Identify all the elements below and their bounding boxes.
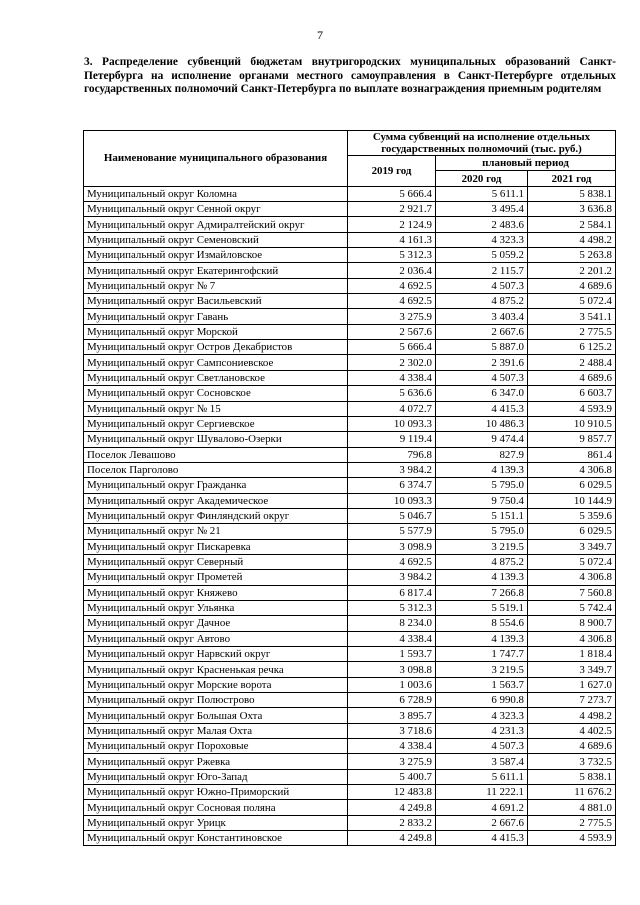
value-2021: 10 144.9: [528, 493, 616, 508]
table-row: [84, 616, 616, 631]
municipality-name: Муниципальный округ Княжево: [84, 585, 348, 600]
header-2020: 2020 год: [436, 171, 528, 186]
value-2019: 3 098.9: [348, 539, 436, 554]
value-2021: 861.4: [528, 447, 616, 462]
value-2021: 7 273.7: [528, 693, 616, 708]
value-2021: 5 263.8: [528, 248, 616, 263]
value-2019: 3 098.8: [348, 662, 436, 677]
value-2021: 5 072.4: [528, 294, 616, 309]
value-2020: 4 323.3: [436, 232, 528, 247]
municipality-name: Муниципальный округ Сампсониевское: [84, 355, 348, 370]
value-2019: 4 338.4: [348, 370, 436, 385]
municipality-name: Муниципальный округ № 15: [84, 401, 348, 416]
value-2021: 4 593.9: [528, 401, 616, 416]
municipality-name: Муниципальный округ Северный: [84, 554, 348, 569]
value-2020: 6 347.0: [436, 386, 528, 401]
table-row: [84, 324, 616, 339]
section-heading: 3. Распределение субвенций бюджетам внутригородских муниципальных образований Санкт-Петербурга на исполнение органами местного самоуправления в Санкт-Петербурге отдельных государственных полномочий Санкт-Петербурга по выплате вознаграждения приемным родителям: [84, 56, 616, 96]
value-2019: 5 666.4: [348, 186, 436, 201]
value-2019: 8 234.0: [348, 616, 436, 631]
municipality-name: Муниципальный округ Прометей: [84, 570, 348, 585]
value-2021: 6 029.5: [528, 524, 616, 539]
municipality-name: Муниципальный округ Красненькая речка: [84, 662, 348, 677]
value-2019: 2 921.7: [348, 202, 436, 217]
value-2021: 2 584.1: [528, 217, 616, 232]
value-2020: 10 486.3: [436, 416, 528, 431]
municipality-name: Муниципальный округ Константиновское: [84, 831, 348, 846]
value-2020: 5 519.1: [436, 600, 528, 615]
table-row: [84, 662, 616, 677]
table-row: [84, 570, 616, 585]
value-2019: 2 302.0: [348, 355, 436, 370]
value-2020: 3 587.4: [436, 754, 528, 769]
value-2020: 1 563.7: [436, 677, 528, 692]
value-2019: 6 728.9: [348, 693, 436, 708]
table-row: [84, 600, 616, 615]
municipality-name: Муниципальный округ Большая Охта: [84, 708, 348, 723]
value-2019: 5 666.4: [348, 340, 436, 355]
value-2021: 7 560.8: [528, 585, 616, 600]
municipality-name: Муниципальный округ Автово: [84, 631, 348, 646]
value-2021: 3 732.5: [528, 754, 616, 769]
value-2020: 4 507.3: [436, 278, 528, 293]
subsidy-table: [83, 130, 616, 846]
municipality-name: Муниципальный округ Дачное: [84, 616, 348, 631]
municipality-name: Поселок Парголово: [84, 462, 348, 477]
municipality-name: Муниципальный округ Пискаревка: [84, 539, 348, 554]
municipality-name: Муниципальный округ Васильевский: [84, 294, 348, 309]
value-2021: 1 818.4: [528, 647, 616, 662]
value-2020: 4 507.3: [436, 370, 528, 385]
value-2020: 4 139.3: [436, 631, 528, 646]
table-row: [84, 647, 616, 662]
value-2020: 9 474.4: [436, 432, 528, 447]
header-row-1: [84, 131, 616, 156]
municipality-name: Муниципальный округ Полюстрово: [84, 693, 348, 708]
table-row: [84, 693, 616, 708]
value-2021: 2 201.2: [528, 263, 616, 278]
value-2020: 4 231.3: [436, 723, 528, 738]
value-2019: 5 400.7: [348, 769, 436, 784]
municipality-name: Муниципальный округ Нарвский округ: [84, 647, 348, 662]
value-2021: 5 838.1: [528, 186, 616, 201]
table-row: [84, 432, 616, 447]
value-2019: 5 046.7: [348, 508, 436, 523]
value-2020: 3 403.4: [436, 309, 528, 324]
value-2019: 5 312.3: [348, 248, 436, 263]
municipality-name: Муниципальный округ Морские ворота: [84, 677, 348, 692]
value-2021: 4 498.2: [528, 708, 616, 723]
value-2020: 4 875.2: [436, 294, 528, 309]
municipality-name: Муниципальный округ Адмиралтейский округ: [84, 217, 348, 232]
table-row: [84, 278, 616, 293]
value-2019: 796.8: [348, 447, 436, 462]
table-row: [84, 585, 616, 600]
table-row: [84, 186, 616, 201]
value-2019: 2 124.9: [348, 217, 436, 232]
municipality-name: Муниципальный округ Светлановское: [84, 370, 348, 385]
municipality-name: Муниципальный округ Ржевка: [84, 754, 348, 769]
value-2021: 4 689.6: [528, 739, 616, 754]
value-2020: 2 667.6: [436, 815, 528, 830]
header-sum: Сумма субвенций на исполнение отдельных государственных полномочий (тыс. руб.): [348, 131, 616, 156]
municipality-name: Муниципальный округ Коломна: [84, 186, 348, 201]
value-2021: 8 900.7: [528, 616, 616, 631]
table-row: [84, 340, 616, 355]
municipality-name: Муниципальный округ Морской: [84, 324, 348, 339]
value-2019: 3 895.7: [348, 708, 436, 723]
table-row: [84, 508, 616, 523]
value-2019: 9 119.4: [348, 432, 436, 447]
value-2020: 2 391.6: [436, 355, 528, 370]
value-2019: 6 374.7: [348, 478, 436, 493]
municipality-name: Поселок Левашово: [84, 447, 348, 462]
table-row: [84, 294, 616, 309]
value-2020: 2 667.6: [436, 324, 528, 339]
table-row: [84, 462, 616, 477]
municipality-name: Муниципальный округ Сенной округ: [84, 202, 348, 217]
value-2021: 5 072.4: [528, 554, 616, 569]
table-row: [84, 493, 616, 508]
table-row: [84, 370, 616, 385]
value-2020: 2 483.6: [436, 217, 528, 232]
value-2019: 4 338.4: [348, 739, 436, 754]
value-2019: 1 593.7: [348, 647, 436, 662]
value-2019: 5 577.9: [348, 524, 436, 539]
table-row: [84, 539, 616, 554]
value-2020: 4 415.3: [436, 831, 528, 846]
municipality-name: Муниципальный округ Академическое: [84, 493, 348, 508]
value-2021: 4 306.8: [528, 631, 616, 646]
table-row: [84, 416, 616, 431]
value-2020: 8 554.6: [436, 616, 528, 631]
municipality-name: Муниципальный округ Ульянка: [84, 600, 348, 615]
municipality-name: Муниципальный округ Семеновский: [84, 232, 348, 247]
municipality-name: Муниципальный округ Малая Охта: [84, 723, 348, 738]
table-row: [84, 401, 616, 416]
value-2020: 827.9: [436, 447, 528, 462]
header-2019: 2019 год: [348, 156, 436, 187]
table-row: [84, 785, 616, 800]
municipality-name: Муниципальный округ Остров Декабристов: [84, 340, 348, 355]
table-row: [84, 815, 616, 830]
value-2021: 4 881.0: [528, 800, 616, 815]
value-2019: 6 817.4: [348, 585, 436, 600]
municipality-name: Муниципальный округ Шувалово-Озерки: [84, 432, 348, 447]
value-2021: 11 676.2: [528, 785, 616, 800]
value-2021: 6 125.2: [528, 340, 616, 355]
value-2021: 2 488.4: [528, 355, 616, 370]
value-2019: 3 984.2: [348, 570, 436, 585]
value-2019: 5 312.3: [348, 600, 436, 615]
value-2021: 5 838.1: [528, 769, 616, 784]
municipality-name: Муниципальный округ Пороховые: [84, 739, 348, 754]
table-row: [84, 677, 616, 692]
value-2019: 10 093.3: [348, 416, 436, 431]
value-2020: 1 747.7: [436, 647, 528, 662]
table-row: [84, 248, 616, 263]
municipality-name: Муниципальный округ № 21: [84, 524, 348, 539]
table-row: [84, 739, 616, 754]
value-2019: 3 984.2: [348, 462, 436, 477]
value-2020: 5 611.1: [436, 186, 528, 201]
table-row: [84, 355, 616, 370]
table-row: [84, 232, 616, 247]
table-body: [84, 186, 616, 846]
value-2019: 5 636.6: [348, 386, 436, 401]
value-2019: 4 692.5: [348, 294, 436, 309]
header-planned-period: плановый период: [436, 156, 616, 171]
value-2020: 5 795.0: [436, 478, 528, 493]
value-2020: 4 139.3: [436, 570, 528, 585]
value-2019: 4 249.8: [348, 800, 436, 815]
value-2021: 6 603.7: [528, 386, 616, 401]
value-2020: 2 115.7: [436, 263, 528, 278]
value-2019: 2 567.6: [348, 324, 436, 339]
value-2020: 4 875.2: [436, 554, 528, 569]
value-2020: 3 219.5: [436, 662, 528, 677]
value-2020: 4 139.3: [436, 462, 528, 477]
value-2020: 5 795.0: [436, 524, 528, 539]
value-2021: 9 857.7: [528, 432, 616, 447]
municipality-name: Муниципальный округ Юго-Запад: [84, 769, 348, 784]
table-row: [84, 754, 616, 769]
value-2019: 4 249.8: [348, 831, 436, 846]
value-2021: 4 498.2: [528, 232, 616, 247]
value-2021: 5 359.6: [528, 508, 616, 523]
value-2020: 4 323.3: [436, 708, 528, 723]
value-2021: 6 029.5: [528, 478, 616, 493]
table-row: [84, 631, 616, 646]
municipality-name: Муниципальный округ Финляндский округ: [84, 508, 348, 523]
value-2020: 9 750.4: [436, 493, 528, 508]
value-2019: 4 338.4: [348, 631, 436, 646]
table-row: [84, 309, 616, 324]
value-2019: 2 833.2: [348, 815, 436, 830]
value-2020: 5 151.1: [436, 508, 528, 523]
table-row: [84, 478, 616, 493]
value-2021: 2 775.5: [528, 324, 616, 339]
page-number: 7: [317, 28, 323, 42]
value-2021: 3 349.7: [528, 539, 616, 554]
value-2021: 5 742.4: [528, 600, 616, 615]
value-2020: 5 887.0: [436, 340, 528, 355]
table-row: [84, 769, 616, 784]
table-row: [84, 386, 616, 401]
value-2020: 4 691.2: [436, 800, 528, 815]
value-2021: 4 402.5: [528, 723, 616, 738]
value-2020: 7 266.8: [436, 585, 528, 600]
table-row: [84, 524, 616, 539]
value-2021: 4 689.6: [528, 370, 616, 385]
value-2020: 3 495.4: [436, 202, 528, 217]
table-row: [84, 723, 616, 738]
municipality-name: Муниципальный округ Южно-Приморский: [84, 785, 348, 800]
municipality-name: Муниципальный округ Сосновая поляна: [84, 800, 348, 815]
value-2019: 12 483.8: [348, 785, 436, 800]
value-2019: 4 692.5: [348, 554, 436, 569]
municipality-name: Муниципальный округ Екатерингофский: [84, 263, 348, 278]
value-2021: 4 306.8: [528, 570, 616, 585]
header-name: Наименование муниципального образования: [84, 131, 348, 187]
value-2019: 3 718.6: [348, 723, 436, 738]
value-2021: 3 636.8: [528, 202, 616, 217]
value-2021: 4 689.6: [528, 278, 616, 293]
municipality-name: Муниципальный округ Гражданка: [84, 478, 348, 493]
value-2019: 4 072.7: [348, 401, 436, 416]
value-2019: 3 275.9: [348, 309, 436, 324]
municipality-name: Муниципальный округ Измайловское: [84, 248, 348, 263]
value-2021: 2 775.5: [528, 815, 616, 830]
value-2020: 4 507.3: [436, 739, 528, 754]
municipality-name: Муниципальный округ Гавань: [84, 309, 348, 324]
table-row: [84, 263, 616, 278]
value-2021: 3 541.1: [528, 309, 616, 324]
value-2020: 5 059.2: [436, 248, 528, 263]
table-row: [84, 217, 616, 232]
table-row: [84, 554, 616, 569]
value-2019: 10 093.3: [348, 493, 436, 508]
value-2019: 2 036.4: [348, 263, 436, 278]
table-row: [84, 202, 616, 217]
value-2019: 4 161.3: [348, 232, 436, 247]
municipality-name: Муниципальный округ № 7: [84, 278, 348, 293]
municipality-name: Муниципальный округ Урицк: [84, 815, 348, 830]
value-2021: 10 910.5: [528, 416, 616, 431]
value-2021: 3 349.7: [528, 662, 616, 677]
value-2020: 6 990.8: [436, 693, 528, 708]
municipality-name: Муниципальный округ Сергиевское: [84, 416, 348, 431]
value-2019: 4 692.5: [348, 278, 436, 293]
value-2019: 3 275.9: [348, 754, 436, 769]
value-2021: 4 593.9: [528, 831, 616, 846]
value-2020: 3 219.5: [436, 539, 528, 554]
header-2021: 2021 год: [528, 171, 616, 186]
table-row: [84, 800, 616, 815]
table-row: [84, 447, 616, 462]
table-row: [84, 831, 616, 846]
value-2021: 4 306.8: [528, 462, 616, 477]
value-2020: 11 222.1: [436, 785, 528, 800]
value-2019: 1 003.6: [348, 677, 436, 692]
value-2021: 1 627.0: [528, 677, 616, 692]
value-2020: 4 415.3: [436, 401, 528, 416]
municipality-name: Муниципальный округ Сосновское: [84, 386, 348, 401]
value-2020: 5 611.1: [436, 769, 528, 784]
table-row: [84, 708, 616, 723]
